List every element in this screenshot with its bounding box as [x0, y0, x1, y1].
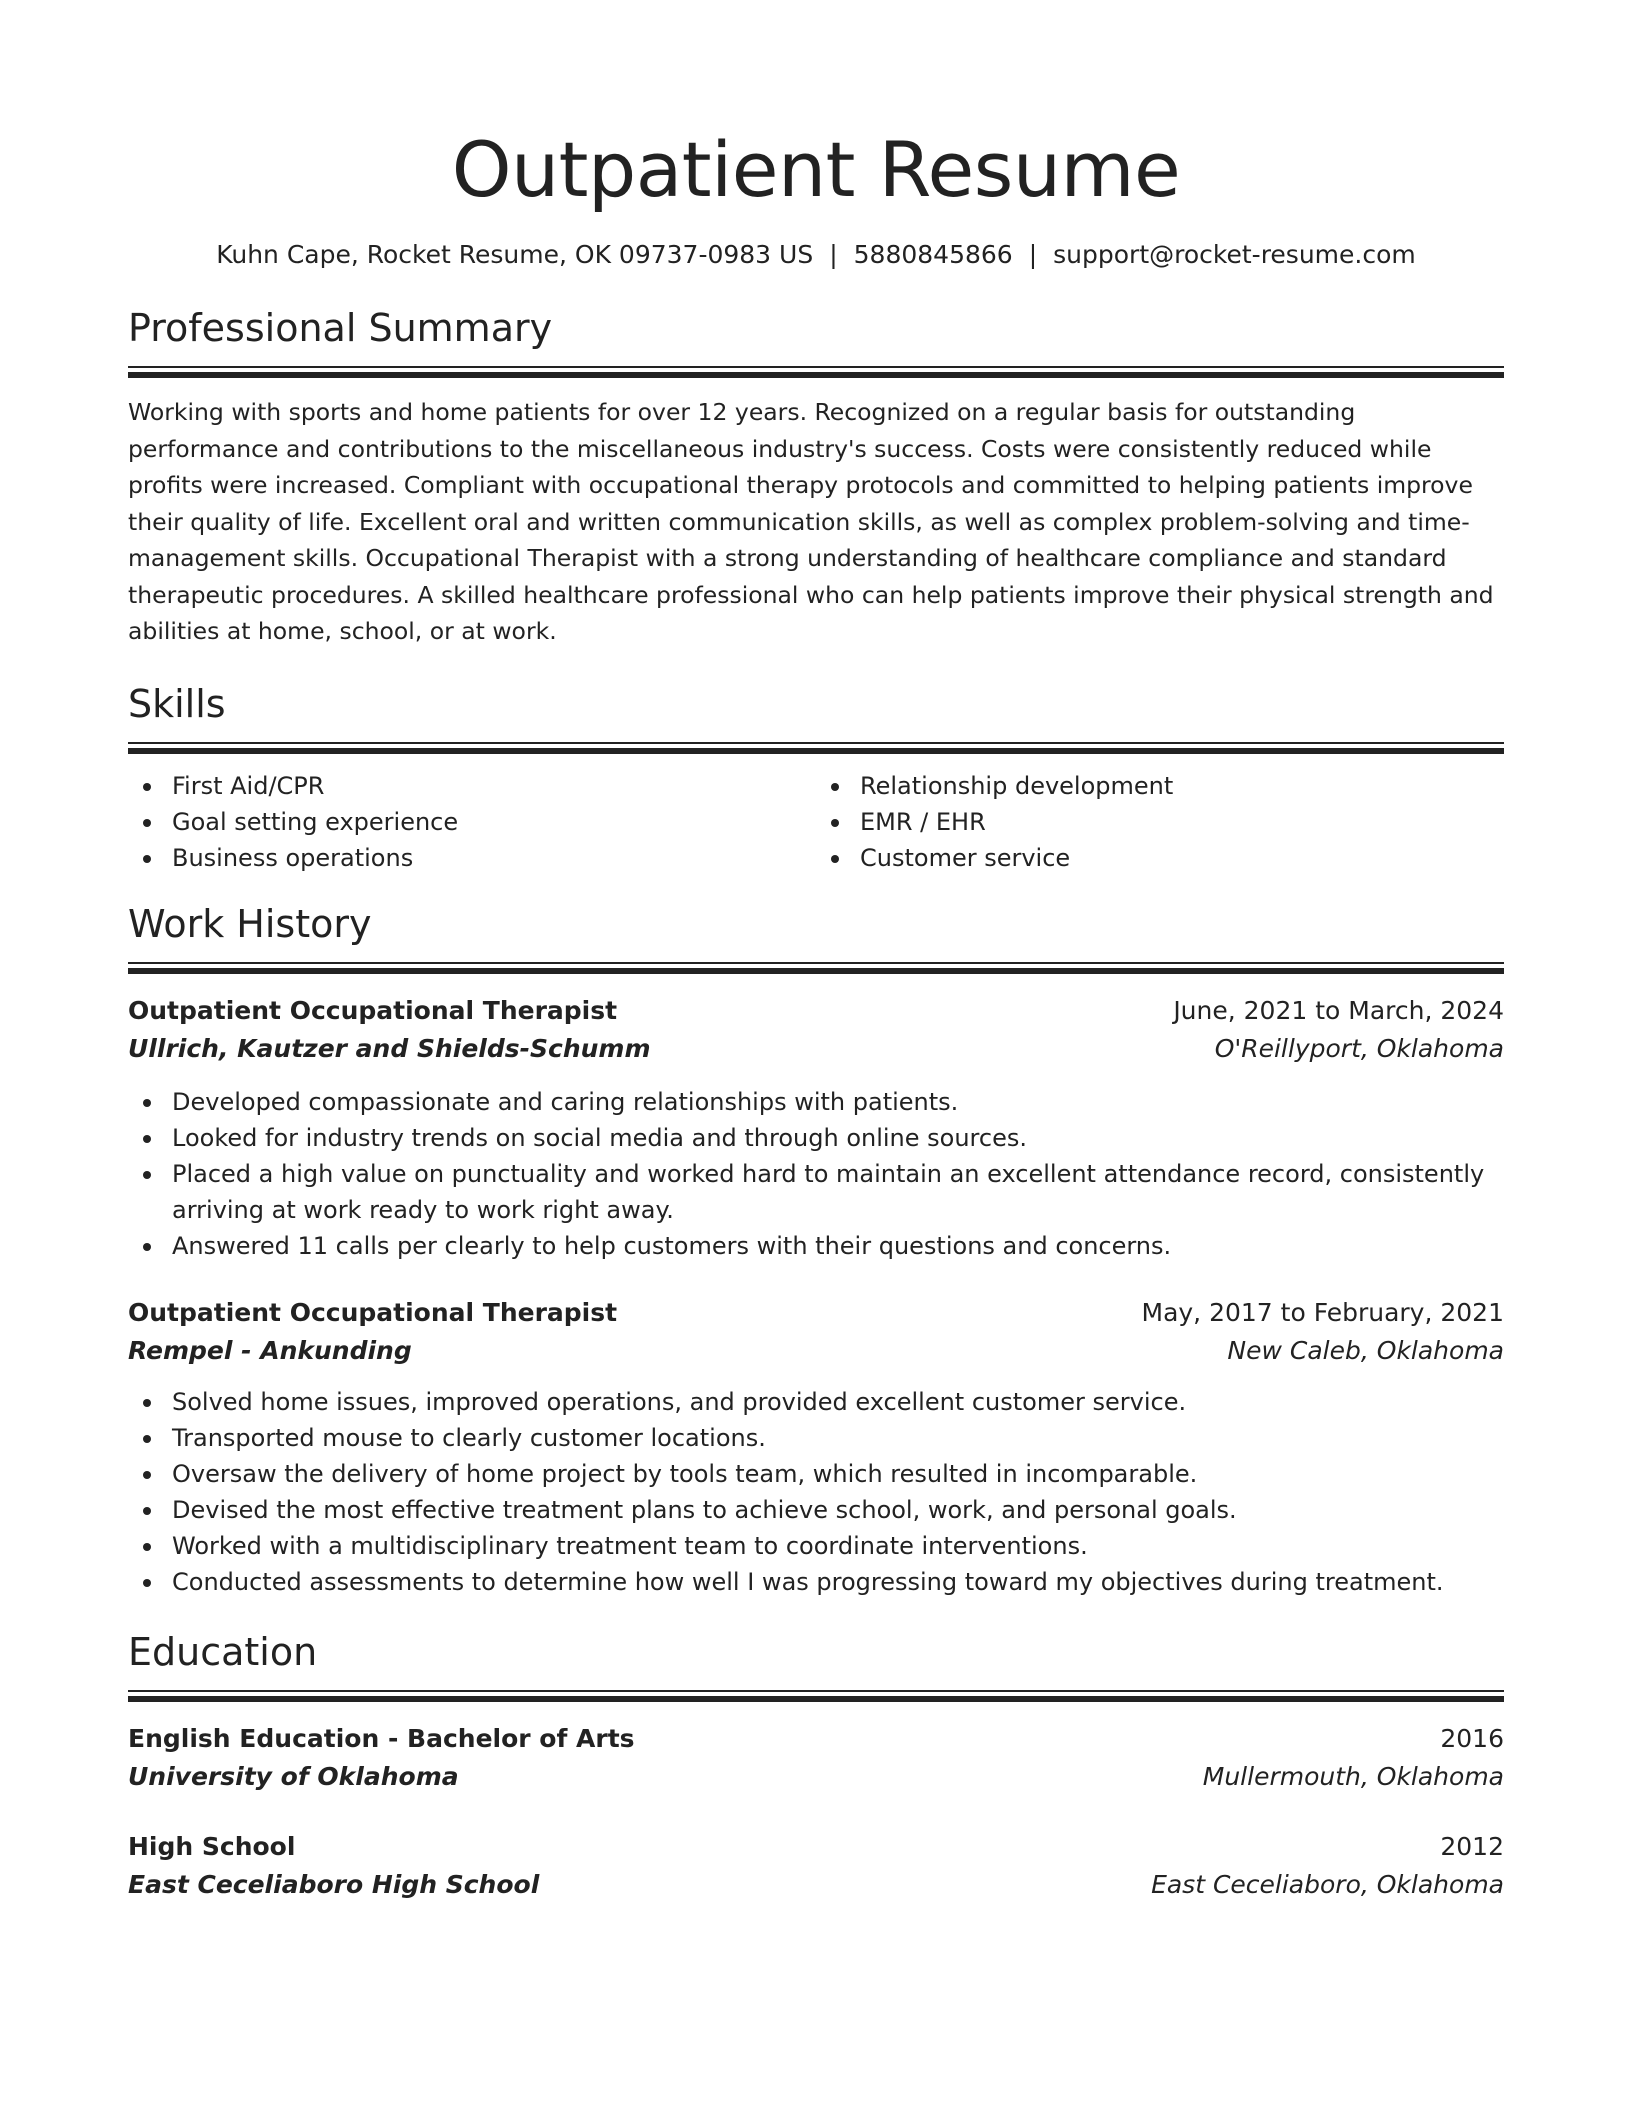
job-duties	[128, 1384, 1504, 1600]
contact-phone: 5880845866	[853, 240, 1013, 269]
contact-address: Kuhn Cape, Rocket Resume, OK 09737-0983 US	[216, 240, 814, 269]
work-history-heading: Work History	[128, 901, 372, 946]
education-year: 2016	[1440, 1723, 1504, 1753]
job-duty-item: Developed compassionate and caring relationships with patients.	[128, 1084, 1504, 1120]
skill-item: First Aid/CPR	[128, 768, 816, 804]
job-duty-item: Oversaw the delivery of home project by tools team, which resulted in incomparable.	[128, 1456, 1504, 1492]
job-duty-item: Answered 11 calls per clearly to help customers with their questions and concerns.	[128, 1228, 1504, 1264]
job-dates: June, 2021 to March, 2024	[1173, 995, 1504, 1025]
skill-item: EMR / EHR	[816, 804, 1504, 840]
job-subheader	[128, 1332, 1504, 1370]
section-divider	[128, 366, 1504, 378]
summary-section	[128, 304, 1504, 650]
job-title: Outpatient Occupational Therapist	[128, 995, 618, 1025]
section-divider	[128, 1690, 1504, 1702]
skill-item: Goal setting experience	[128, 804, 816, 840]
education-heading: Education	[128, 1629, 318, 1674]
job-company: Rempel - Ankunding	[128, 1335, 412, 1365]
skill-item: Customer service	[816, 840, 1504, 876]
education-year: 2012	[1440, 1831, 1504, 1861]
job-duty-item: Conducted assessments to determine how well I was progressing toward my objectives during treatment.	[128, 1564, 1504, 1600]
job-duty-item: Looked for industry trends on social media and through online sources.	[128, 1120, 1504, 1156]
contact-separator: |	[1028, 240, 1038, 269]
education-entry	[128, 1720, 1504, 1796]
job-title: Outpatient Occupational Therapist	[128, 1297, 618, 1327]
education-header	[128, 1828, 1504, 1866]
job-subheader	[128, 1030, 1504, 1068]
job-duty-item: Worked with a multidisciplinary treatment team to coordinate interventions.	[128, 1528, 1504, 1564]
education-entry	[128, 1828, 1504, 1904]
education-location: Mullermouth, Oklahoma	[1202, 1761, 1504, 1791]
job-duty-item: Devised the most effective treatment plans to achieve school, work, and personal goals.	[128, 1492, 1504, 1528]
education-section	[128, 1628, 1504, 1904]
education-school: East Ceceliaboro High School	[128, 1869, 540, 1899]
skills-heading: Skills	[128, 681, 226, 726]
job-header	[128, 1294, 1504, 1332]
job-duty-item: Placed a high value on punctuality and worked hard to maintain an excellent attendance record, consistently arriving at work ready to work right away.	[128, 1156, 1504, 1228]
summary-text: Working with sports and home patients for over 12 years. Recognized on a regular basis for outstanding performance and contributions to the miscellaneous industry's success. Costs were consistently reduced while profits were increased. Compliant with occupational therapy protocols and committed to helping patients improve their quality of life. Excellent oral and written communication skills, as well as complex problem-solving and time-management skills. Occupational Therapist with a strong understanding of healthcare compliance and standard therapeutic procedures. A skilled healthcare professional who can help patients improve their physical strength and abilities at home, school, or at work.	[128, 398, 1494, 645]
job-duty-item: Transported mouse to clearly customer locations.	[128, 1420, 1504, 1456]
education-degree: High School	[128, 1831, 296, 1861]
skill-item: Business operations	[128, 840, 816, 876]
job-location: O'Reillyport, Oklahoma	[1214, 1033, 1504, 1063]
job-location: New Caleb, Oklahoma	[1227, 1335, 1504, 1365]
skills-list	[128, 768, 1504, 876]
job-duty-item: Solved home issues, improved operations, and provided excellent customer service.	[128, 1384, 1504, 1420]
education-subheader	[128, 1866, 1504, 1904]
work-history-section	[128, 900, 1504, 1600]
job-company: Ullrich, Kautzer and Shields-Schumm	[128, 1033, 651, 1063]
education-location: East Ceceliaboro, Oklahoma	[1151, 1869, 1504, 1899]
skills-column-left	[128, 768, 816, 876]
contact-separator: |	[829, 240, 838, 269]
resume-title: Outpatient Resume	[451, 125, 1181, 214]
job-header	[128, 992, 1504, 1030]
job-dates: May, 2017 to February, 2021	[1141, 1297, 1504, 1327]
education-degree: English Education - Bachelor of Arts	[128, 1723, 635, 1753]
section-divider	[128, 742, 1504, 754]
skills-section	[128, 680, 1504, 876]
section-divider	[128, 962, 1504, 974]
education-header	[128, 1720, 1504, 1758]
contact-email: support@rocket-resume.com	[1053, 240, 1416, 269]
job-entry	[128, 1294, 1504, 1600]
education-school: University of Oklahoma	[128, 1761, 459, 1791]
contact-line	[128, 238, 1504, 272]
job-duties	[128, 1084, 1504, 1264]
job-entry	[128, 992, 1504, 1264]
skills-column-right	[816, 768, 1504, 876]
summary-heading: Professional Summary	[128, 306, 553, 350]
education-subheader	[128, 1758, 1504, 1796]
skill-item: Relationship development	[816, 768, 1504, 804]
